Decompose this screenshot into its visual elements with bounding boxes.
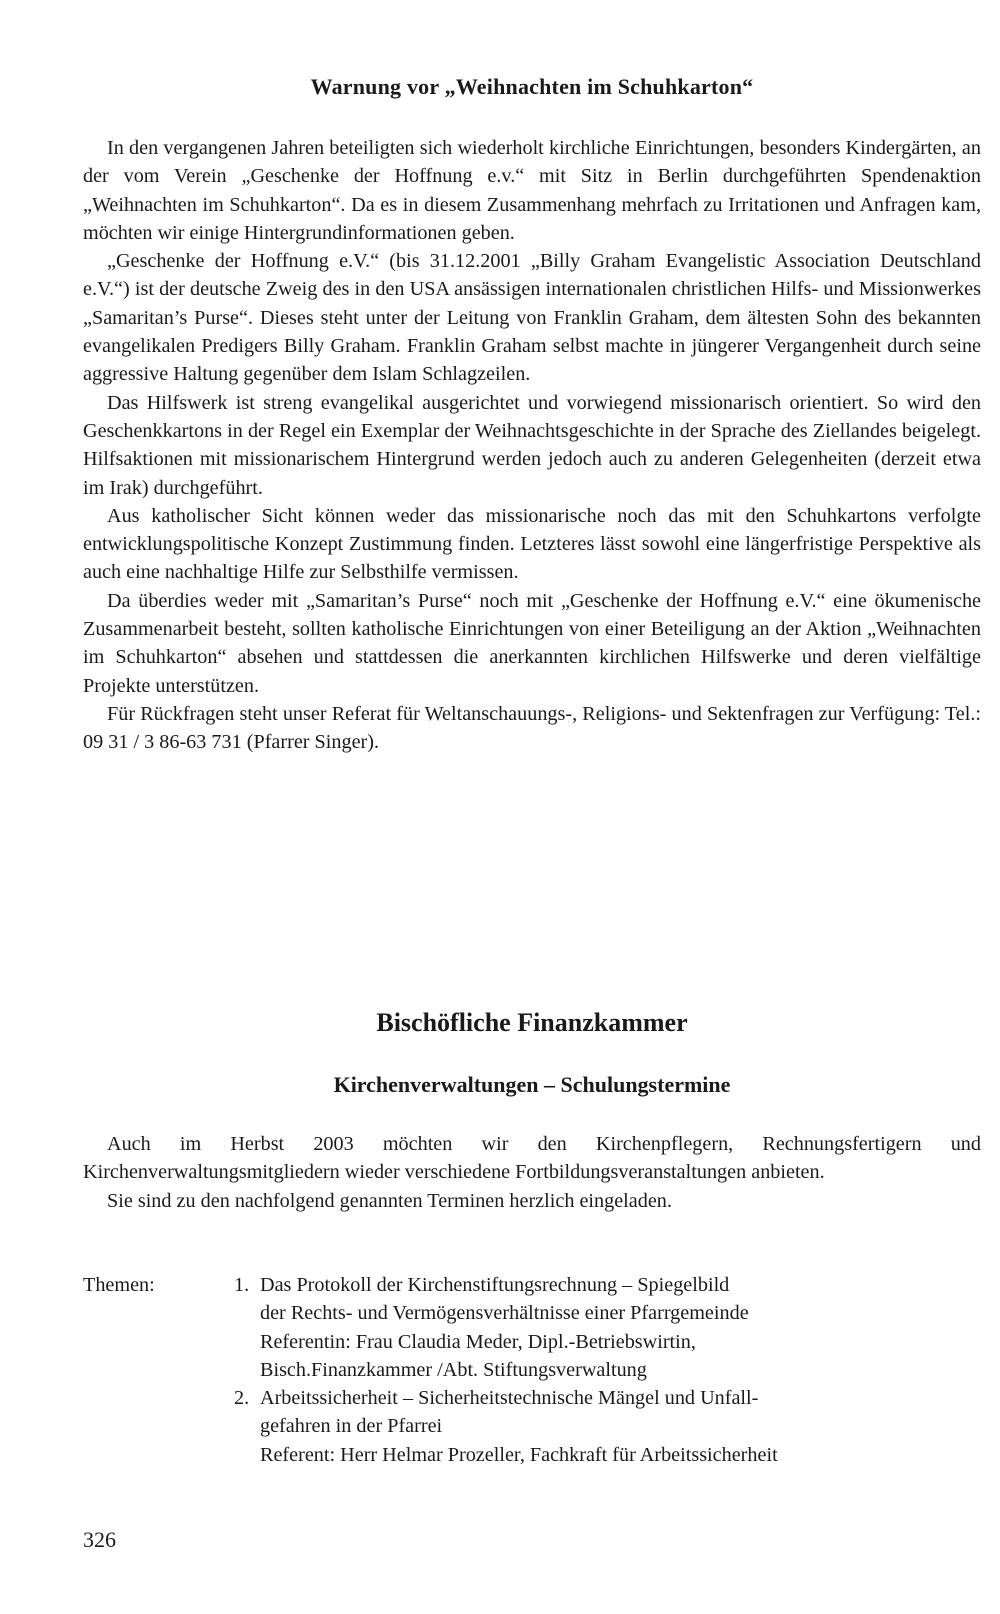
topics-label: Themen: [83, 1274, 155, 1296]
list-item-line: Das Protokoll der Kirchenstiftungsrechnung – Spiegelbild [260, 1274, 730, 1296]
list-item-number: 1. [234, 1274, 250, 1296]
section-title-finanzkammer: Bischöfliche Finanzkammer [376, 1008, 688, 1037]
list-item-line: der Rechts- und Vermögensverhältnisse einer Pfarrgemeinde [260, 1302, 749, 1325]
paragraph: Auch im Herbst 2003 möchten wir den Kirchenpflegern, Rechnungsfertigern und Kirchenverwaltungsmitgliedern wieder verschiedene Fortbildungsveranstaltungen anbieten. [83, 1133, 981, 1184]
list-item [234, 1271, 954, 1384]
paragraph: Sie sind zu den nachfolgend genannten Terminen herzlich eingeladen. [107, 1189, 672, 1212]
section-subtitle-schulungstermine: Kirchenverwaltungen – Schulungstermine [333, 1072, 731, 1097]
section-body-schulungstermine [83, 1130, 981, 1215]
paragraph: Für Rückfragen steht unser Referat für Weltanschauungs-, Religions- und Sektenfragen zur Verfügung: Tel.: 09 31 / 3 86-63 731 (Pfarrer Singer). [83, 702, 981, 754]
paragraph: Das Hilfswerk ist streng evangelikal ausgerichtet und vorwiegend missionarisch orientiert. So wird den Geschenkkartons in der Regel ein Exemplar der Weihnachtsgeschichte in der Sprache des Ziellandes beigelegt. Hilfsaktionen mit missionarischem Hintergrund werden jedoch auch zu anderen Gelegenheiten (derzeit etwa im Irak) durchgeführt. [83, 391, 981, 499]
section-body-schuhkarton [83, 134, 981, 757]
list-item-line: Bisch.Finanzkammer /Abt. Stiftungsverwaltung [260, 1358, 647, 1381]
page-number: 326 [83, 1527, 116, 1552]
paragraph: Aus katholischer Sicht können weder das missionarische noch das mit den Schuhkartons verfolgte entwicklungspolitische Konzept Zustimmung finden. Letzteres lässt sowohl eine längerfristige Perspektive als auch eine nachhaltige Hilfe zur Selbsthilfe vermissen. [83, 504, 981, 584]
list-item-number: 2. [234, 1387, 250, 1410]
paragraph: In den vergangenen Jahren beteiligten sich wiederholt kirchliche Einrichtungen, besonders Kindergärten, an der vom Verein „Geschenke der Hoffnung e.v.“ mit Sitz in Berlin durchgeführten Spendenaktion „Weihnachten im Schuhkarton“. Da es in diesem Zusammenhang mehrfach zu Irritationen und Anfragen kam, möchten wir einige Hintergrundinformationen geben. [83, 137, 981, 244]
list-item-line: Referent: Herr Helmar Prozeller, Fachkraft für Arbeitssicherheit [260, 1443, 778, 1466]
paragraph: Da überdies weder mit „Samaritan’s Purse“ noch mit „Geschenke der Hoffnung e.V.“ eine ökumenische Zusammenarbeit besteht, sollten katholische Einrichtungen von einer Beteiligung an der Aktion „Weihnachten im Schuhkarton“ absehen und stattdessen die anerkannten kirchlichen Hilfswerke und deren vielfältige Projekte unterstützen. [83, 589, 981, 697]
list-item [234, 1384, 954, 1469]
paragraph: „Geschenke der Hoffnung e.V.“ (bis 31.12.2001 „Billy Graham Evangelistic Association Deutschland e.V.“) ist der deutsche Zweig des in den USA ansässigen internationalen christlichen Hilfs- und Missionwerkes „Samaritan’s Purse“. Dieses steht unter der Leitung von Franklin Graham, dem ältesten Sohn des bekannten evangelikalen Predigers Billy Graham. Franklin Graham selbst machte in jüngerer Vergangenheit durch seine aggressive Haltung gegenüber dem Islam Schlagzeilen. [83, 250, 981, 386]
list-item-line: Arbeitssicherheit – Sicherheitstechnische Mängel und Unfall- [260, 1387, 759, 1410]
section-title-schuhkarton-warning: Warnung vor „Weihnachten im Schuhkarton“ [310, 74, 754, 99]
topic-list [234, 1271, 954, 1469]
list-item-line: gefahren in der Pfarrei [260, 1415, 443, 1438]
list-item-line: Referentin: Frau Claudia Meder, Dipl.-Betriebswirtin, [260, 1330, 696, 1353]
